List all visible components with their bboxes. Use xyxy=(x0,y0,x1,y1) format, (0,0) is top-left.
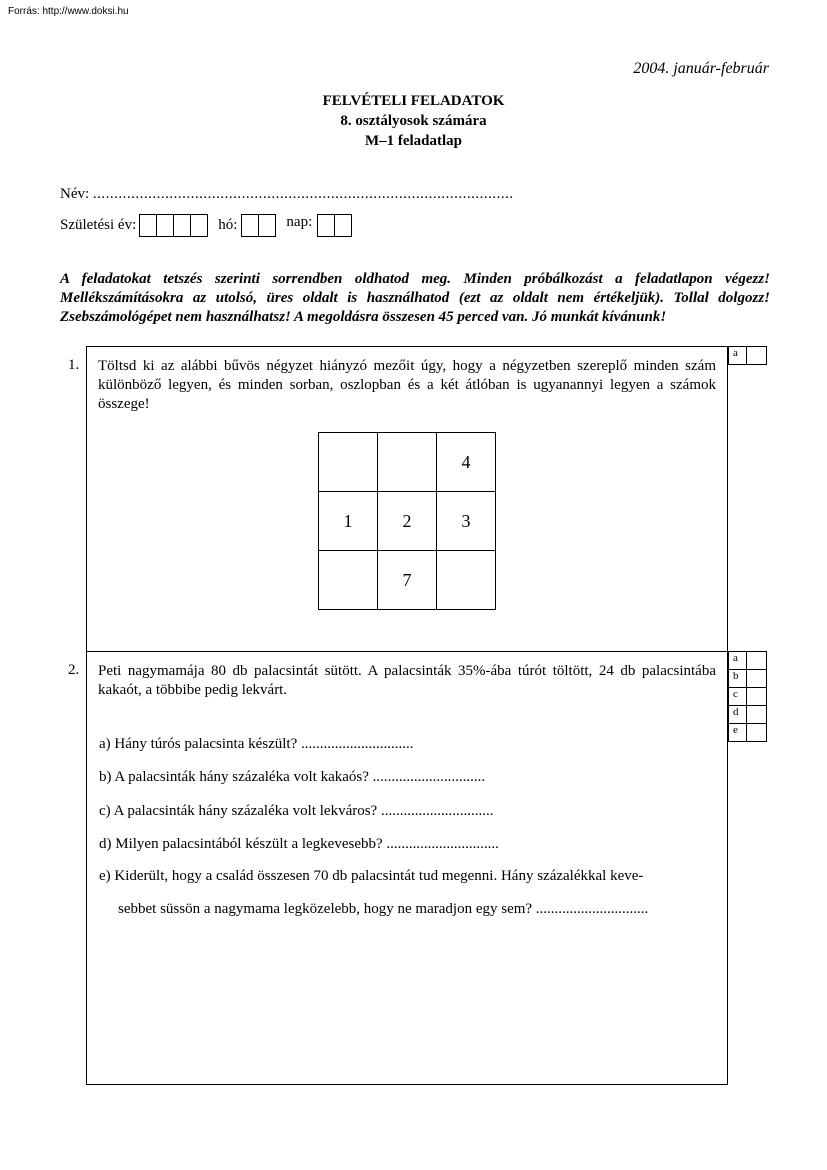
month-digit-box[interactable] xyxy=(258,214,276,237)
score-box[interactable] xyxy=(747,670,767,688)
magic-cell[interactable]: 3 xyxy=(437,492,496,551)
year-digit-box[interactable] xyxy=(190,214,208,237)
score-label: e xyxy=(729,724,747,742)
magic-cell[interactable]: 7 xyxy=(378,551,437,610)
year-digit-box[interactable] xyxy=(173,214,191,237)
magic-cell[interactable] xyxy=(319,433,378,492)
page-subtitle: 8. osztályosok számára xyxy=(340,113,487,129)
year-digit-box[interactable] xyxy=(139,214,157,237)
magic-cell[interactable]: 2 xyxy=(378,492,437,551)
magic-cell[interactable]: 4 xyxy=(437,433,496,492)
score-box[interactable] xyxy=(747,724,767,742)
task1-number: 1. xyxy=(68,357,80,373)
month-boxes[interactable] xyxy=(242,214,276,237)
question-a: a) Hány túrós palacsinta készült? .............................. xyxy=(99,736,414,752)
magic-square xyxy=(318,432,496,610)
day-boxes[interactable] xyxy=(318,214,352,237)
task1-text: Töltsd ki az alábbi bűvös négyzet hiányzó mezőit úgy, hogy a négyzetben szereplő minden szám különböző legyen, és minden sorban, oszlopban és a két átlóban is ugyanannyi legyen a számok összege! xyxy=(98,358,716,412)
source-label: Forrás: http://www.doksi.hu xyxy=(8,6,129,17)
birth-year-boxes[interactable] xyxy=(140,214,208,237)
question-d: d) Milyen palacsintából készült a legkevesebb? .............................. xyxy=(99,836,499,852)
score-box[interactable] xyxy=(747,706,767,724)
month-digit-box[interactable] xyxy=(241,214,259,237)
score-box[interactable] xyxy=(747,347,767,365)
score-box[interactable] xyxy=(747,652,767,670)
magic-cell[interactable] xyxy=(378,433,437,492)
birth-date-row xyxy=(60,214,352,237)
score-label: b xyxy=(729,670,747,688)
birth-year-label: Születési év: xyxy=(60,217,137,233)
name-field[interactable] xyxy=(60,186,514,203)
question-e-continued: sebbet süssön a nagymama legközelebb, hogy ne maradjon egy sem? .............................. xyxy=(118,901,649,917)
task2-text: Peti nagymamája 80 db palacsintát sütött. A palacsinták 35%-ába túrót töltött, 24 db palacsintába kakaót, a többibe pedig lekvárt. xyxy=(98,663,716,698)
magic-cell[interactable] xyxy=(437,551,496,610)
instructions: A feladatokat tetszés szerinti sorrendben oldhatod meg. Minden próbálkozást a feladatlapon végezz! Mellékszámításokra az utolsó, üres oldalt is használhatod (ezt az oldalt nem értékeljük). Tollal dolgozz! Zsebszámológépet nem használhatsz! A megoldásra összesen 45 perced van. Jó munkát kívánunk! xyxy=(60,271,770,325)
magic-cell[interactable] xyxy=(319,551,378,610)
task2-score-grid xyxy=(728,651,767,742)
question-b: b) A palacsinták hány százaléka volt kakaós? .............................. xyxy=(99,769,486,785)
exam-date: 2004. január-február xyxy=(633,60,769,77)
sheet-id: M–1 feladatlap xyxy=(364,133,463,149)
task1-score-grid xyxy=(728,346,767,365)
name-label: Név: xyxy=(60,186,90,202)
day-digit-box[interactable] xyxy=(317,214,335,237)
question-c: c) A palacsinták hány százaléka volt lekváros? .............................. xyxy=(99,803,494,819)
score-label: c xyxy=(729,688,747,706)
name-dots: ................................................................................................... xyxy=(92,186,514,202)
magic-cell[interactable]: 1 xyxy=(319,492,378,551)
score-box[interactable] xyxy=(747,688,767,706)
question-e: e) Kiderült, hogy a család összesen 70 db palacsintát tud megenni. Hány százalékkal keve- xyxy=(99,868,644,884)
day-label: nap: xyxy=(286,214,313,230)
score-label: d xyxy=(729,706,747,724)
score-label: a xyxy=(729,652,747,670)
page-title: FELVÉTELI FELADATOK xyxy=(322,93,505,109)
year-digit-box[interactable] xyxy=(156,214,174,237)
month-label: hó: xyxy=(218,217,238,233)
day-digit-box[interactable] xyxy=(334,214,352,237)
task2-number: 2. xyxy=(68,662,80,678)
score-label: a xyxy=(729,347,747,365)
